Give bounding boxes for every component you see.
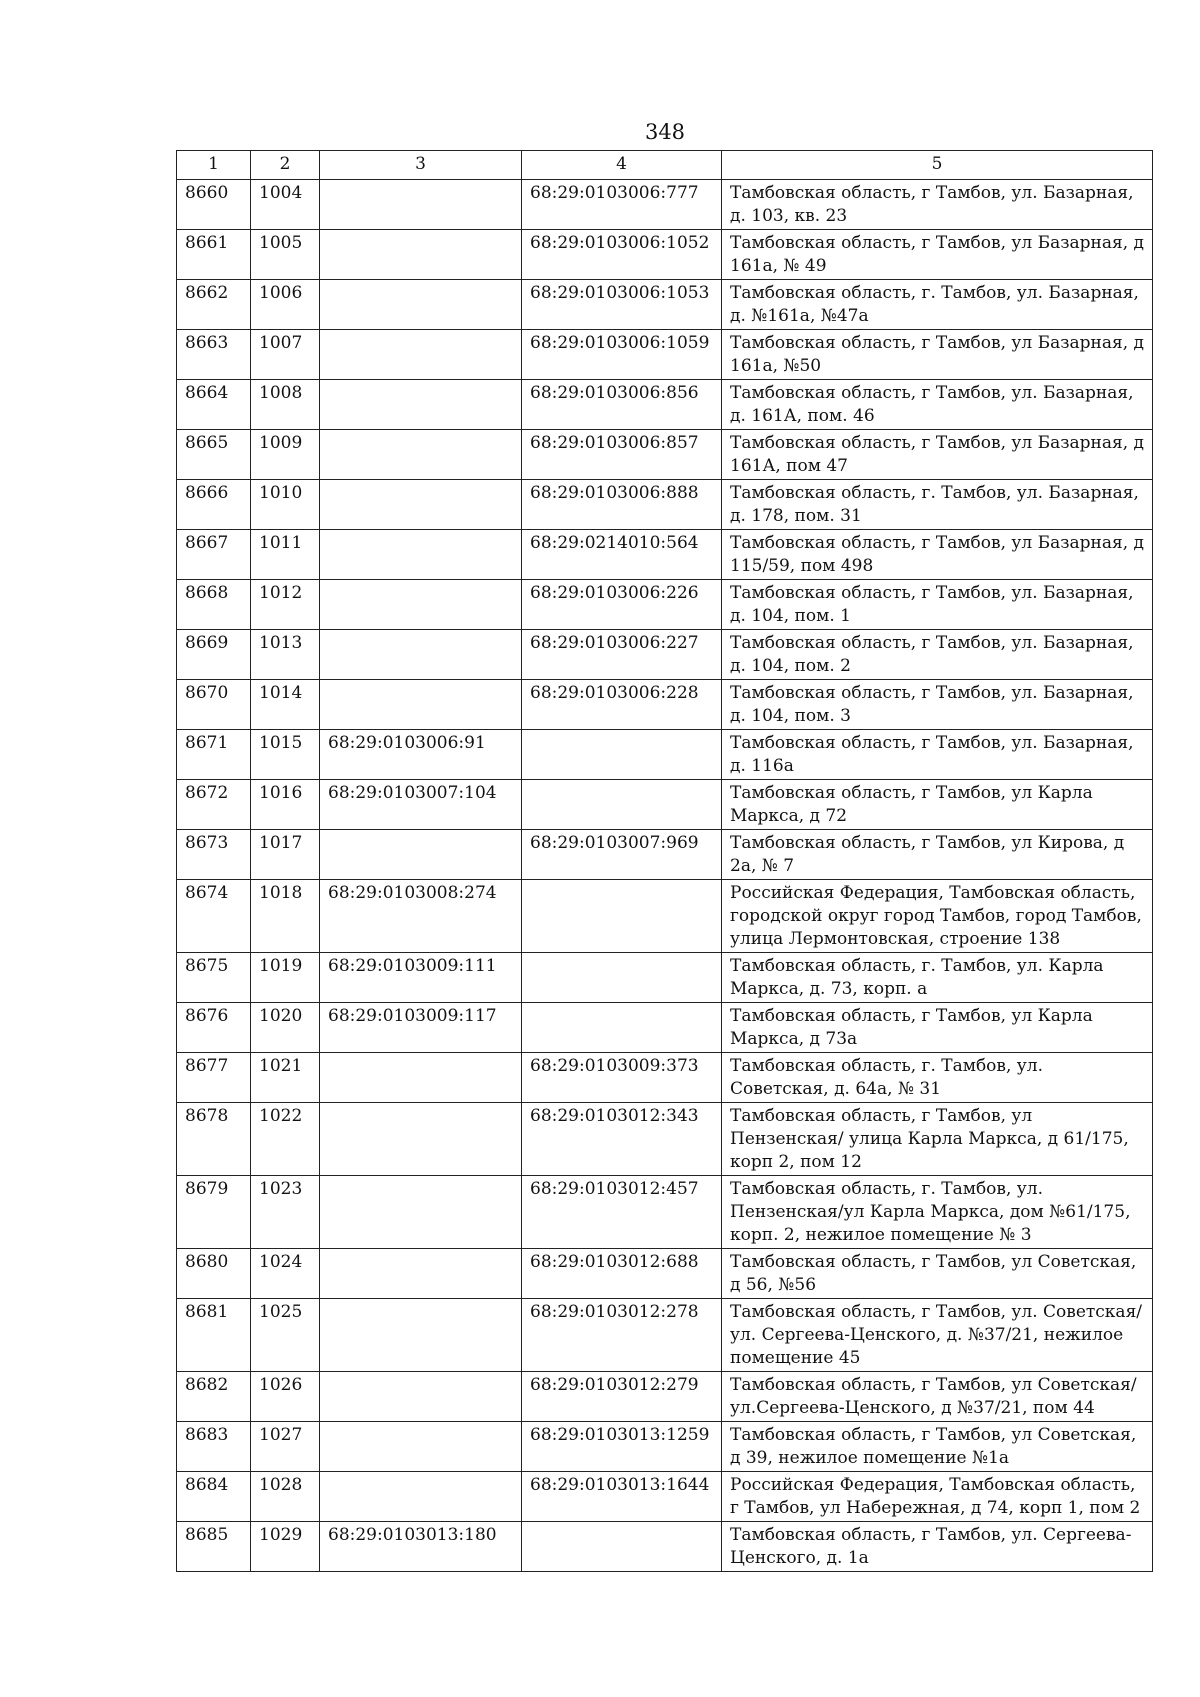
address-cell: Российская Федерация, Тамбовская область, городской округ город Тамбов, город Тамбов, улица Лермонтовская, строение 138 — [722, 880, 1153, 953]
address-cell: Тамбовская область, г Тамбов, ул. Базарная, д. 104, пом. 3 — [722, 680, 1153, 730]
table-row — [177, 180, 1153, 230]
row-number-cell: 8673 — [177, 830, 251, 880]
table-row — [177, 1472, 1153, 1522]
address-cell: Тамбовская область, г Тамбов, ул. Базарная, д. 161А, пом. 46 — [722, 380, 1153, 430]
object-cadastral-number-cell: 68:29:0214010:564 — [522, 530, 722, 580]
land-cadastral-number-cell — [320, 1372, 522, 1422]
table-row — [177, 830, 1153, 880]
item-number-cell: 1016 — [251, 780, 320, 830]
object-cadastral-number-cell: 68:29:0103006:777 — [522, 180, 722, 230]
table-row — [177, 1522, 1153, 1572]
row-number-cell: 8662 — [177, 280, 251, 330]
address-cell: Российская Федерация, Тамбовская область, г Тамбов, ул Набережная, д 74, корп 1, пом 2 — [722, 1472, 1153, 1522]
row-number-cell: 8664 — [177, 380, 251, 430]
row-number-cell: 8680 — [177, 1249, 251, 1299]
object-cadastral-number-cell: 68:29:0103012:457 — [522, 1176, 722, 1249]
object-cadastral-number-cell: 68:29:0103009:373 — [522, 1053, 722, 1103]
land-cadastral-number-cell: 68:29:0103007:104 — [320, 780, 522, 830]
table-row — [177, 1176, 1153, 1249]
row-number-cell: 8660 — [177, 180, 251, 230]
table-row — [177, 630, 1153, 680]
table-row — [177, 1053, 1153, 1103]
column-header-3: 3 — [320, 151, 522, 180]
land-cadastral-number-cell: 68:29:0103009:111 — [320, 953, 522, 1003]
object-cadastral-number-cell: 68:29:0103006:857 — [522, 430, 722, 480]
address-cell: Тамбовская область, г Тамбов, ул Карла Маркса, д 73а — [722, 1003, 1153, 1053]
column-header-4: 4 — [522, 151, 722, 180]
object-cadastral-number-cell: 68:29:0103012:278 — [522, 1299, 722, 1372]
address-cell: Тамбовская область, г Тамбов, ул. Базарная, д. 103, кв. 23 — [722, 180, 1153, 230]
row-number-cell: 8678 — [177, 1103, 251, 1176]
table-row — [177, 280, 1153, 330]
item-number-cell: 1007 — [251, 330, 320, 380]
item-number-cell: 1024 — [251, 1249, 320, 1299]
land-cadastral-number-cell: 68:29:0103013:180 — [320, 1522, 522, 1572]
column-header-5: 5 — [722, 151, 1153, 180]
row-number-cell: 8676 — [177, 1003, 251, 1053]
address-cell: Тамбовская область, г Тамбов, ул Кирова, д 2а, № 7 — [722, 830, 1153, 880]
address-cell: Тамбовская область, г Тамбов, ул. Базарная, д. 104, пом. 2 — [722, 630, 1153, 680]
address-cell: Тамбовская область, г Тамбов, ул Базарная, д 161а, №50 — [722, 330, 1153, 380]
item-number-cell: 1022 — [251, 1103, 320, 1176]
land-cadastral-number-cell — [320, 280, 522, 330]
address-cell: Тамбовская область, г. Тамбов, ул. Базарная, д. №161а, №47а — [722, 280, 1153, 330]
object-cadastral-number-cell: 68:29:0103013:1259 — [522, 1422, 722, 1472]
table-row — [177, 230, 1153, 280]
item-number-cell: 1023 — [251, 1176, 320, 1249]
item-number-cell: 1008 — [251, 380, 320, 430]
item-number-cell: 1011 — [251, 530, 320, 580]
item-number-cell: 1004 — [251, 180, 320, 230]
item-number-cell: 1020 — [251, 1003, 320, 1053]
land-cadastral-number-cell — [320, 1472, 522, 1522]
table-row — [177, 580, 1153, 630]
table-row — [177, 730, 1153, 780]
row-number-cell: 8675 — [177, 953, 251, 1003]
object-cadastral-number-cell: 68:29:0103007:969 — [522, 830, 722, 880]
row-number-cell: 8685 — [177, 1522, 251, 1572]
land-cadastral-number-cell — [320, 1299, 522, 1372]
object-cadastral-number-cell — [522, 1003, 722, 1053]
object-cadastral-number-cell: 68:29:0103013:1644 — [522, 1472, 722, 1522]
row-number-cell: 8670 — [177, 680, 251, 730]
land-cadastral-number-cell — [320, 330, 522, 380]
land-cadastral-number-cell — [320, 180, 522, 230]
item-number-cell: 1010 — [251, 480, 320, 530]
table-row — [177, 380, 1153, 430]
object-cadastral-number-cell: 68:29:0103006:888 — [522, 480, 722, 530]
table-row — [177, 1422, 1153, 1472]
property-register-table — [176, 150, 1153, 1572]
row-number-cell: 8666 — [177, 480, 251, 530]
address-cell: Тамбовская область, г. Тамбов, ул. Базарная, д. 178, пом. 31 — [722, 480, 1153, 530]
land-cadastral-number-cell — [320, 680, 522, 730]
address-cell: Тамбовская область, г Тамбов, ул Базарная, д 115/59, пом 498 — [722, 530, 1153, 580]
address-cell: Тамбовская область, г. Тамбов, ул. Пензенская/ул Карла Маркса, дом №61/175, корп. 2, нежилое помещение № 3 — [722, 1176, 1153, 1249]
item-number-cell: 1018 — [251, 880, 320, 953]
land-cadastral-number-cell — [320, 830, 522, 880]
address-cell: Тамбовская область, г Тамбов, ул Советская/ул.Сергеева-Ценского, д №37/21, пом 44 — [722, 1372, 1153, 1422]
row-number-cell: 8667 — [177, 530, 251, 580]
table-row — [177, 1372, 1153, 1422]
land-cadastral-number-cell — [320, 1103, 522, 1176]
table-row — [177, 953, 1153, 1003]
item-number-cell: 1005 — [251, 230, 320, 280]
land-cadastral-number-cell — [320, 530, 522, 580]
address-cell: Тамбовская область, г Тамбов, ул. Советская/ул. Сергеева-Ценского, д. №37/21, нежилое помещение 45 — [722, 1299, 1153, 1372]
table-row — [177, 530, 1153, 580]
row-number-cell: 8683 — [177, 1422, 251, 1472]
land-cadastral-number-cell: 68:29:0103006:91 — [320, 730, 522, 780]
land-cadastral-number-cell — [320, 1249, 522, 1299]
item-number-cell: 1021 — [251, 1053, 320, 1103]
table-row — [177, 430, 1153, 480]
land-cadastral-number-cell — [320, 480, 522, 530]
object-cadastral-number-cell: 68:29:0103006:1052 — [522, 230, 722, 280]
row-number-cell: 8672 — [177, 780, 251, 830]
item-number-cell: 1012 — [251, 580, 320, 630]
land-cadastral-number-cell — [320, 1053, 522, 1103]
row-number-cell: 8669 — [177, 630, 251, 680]
address-cell: Тамбовская область, г. Тамбов, ул. Карла Маркса, д. 73, корп. а — [722, 953, 1153, 1003]
item-number-cell: 1015 — [251, 730, 320, 780]
row-number-cell: 8665 — [177, 430, 251, 480]
object-cadastral-number-cell: 68:29:0103012:279 — [522, 1372, 722, 1422]
item-number-cell: 1014 — [251, 680, 320, 730]
object-cadastral-number-cell: 68:29:0103012:688 — [522, 1249, 722, 1299]
table-row — [177, 1003, 1153, 1053]
row-number-cell: 8668 — [177, 580, 251, 630]
address-cell: Тамбовская область, г Тамбов, ул Карла Маркса, д 72 — [722, 780, 1153, 830]
table-row — [177, 780, 1153, 830]
land-cadastral-number-cell — [320, 1422, 522, 1472]
object-cadastral-number-cell: 68:29:0103006:856 — [522, 380, 722, 430]
item-number-cell: 1028 — [251, 1472, 320, 1522]
header-row — [177, 151, 1153, 180]
address-cell: Тамбовская область, г Тамбов, ул. Сергеева-Ценского, д. 1а — [722, 1522, 1153, 1572]
address-cell: Тамбовская область, г Тамбов, ул. Базарная, д. 116а — [722, 730, 1153, 780]
address-cell: Тамбовская область, г Тамбов, ул Советская, д 56, №56 — [722, 1249, 1153, 1299]
land-cadastral-number-cell — [320, 630, 522, 680]
address-cell: Тамбовская область, г Тамбов, ул Базарная, д 161а, № 49 — [722, 230, 1153, 280]
address-cell: Тамбовская область, г Тамбов, ул Пензенская/ улица Карла Маркса, д 61/175, корп 2, пом 12 — [722, 1103, 1153, 1176]
table-row — [177, 1299, 1153, 1372]
address-cell: Тамбовская область, г Тамбов, ул Базарная, д 161А, пом 47 — [722, 430, 1153, 480]
table-row — [177, 680, 1153, 730]
item-number-cell: 1006 — [251, 280, 320, 330]
object-cadastral-number-cell — [522, 780, 722, 830]
land-cadastral-number-cell — [320, 1176, 522, 1249]
column-header-1: 1 — [177, 151, 251, 180]
land-cadastral-number-cell: 68:29:0103008:274 — [320, 880, 522, 953]
row-number-cell: 8674 — [177, 880, 251, 953]
land-cadastral-number-cell: 68:29:0103009:117 — [320, 1003, 522, 1053]
row-number-cell: 8682 — [177, 1372, 251, 1422]
table-row — [177, 1103, 1153, 1176]
address-cell: Тамбовская область, г. Тамбов, ул. Советская, д. 64а, № 31 — [722, 1053, 1153, 1103]
item-number-cell: 1029 — [251, 1522, 320, 1572]
table-row — [177, 480, 1153, 530]
item-number-cell: 1009 — [251, 430, 320, 480]
land-cadastral-number-cell — [320, 380, 522, 430]
row-number-cell: 8661 — [177, 230, 251, 280]
object-cadastral-number-cell: 68:29:0103012:343 — [522, 1103, 722, 1176]
item-number-cell: 1026 — [251, 1372, 320, 1422]
table-row — [177, 330, 1153, 380]
item-number-cell: 1017 — [251, 830, 320, 880]
object-cadastral-number-cell: 68:29:0103006:226 — [522, 580, 722, 630]
item-number-cell: 1019 — [251, 953, 320, 1003]
item-number-cell: 1013 — [251, 630, 320, 680]
page-number: 348 — [644, 120, 686, 144]
object-cadastral-number-cell: 68:29:0103006:1059 — [522, 330, 722, 380]
object-cadastral-number-cell: 68:29:0103006:228 — [522, 680, 722, 730]
land-cadastral-number-cell — [320, 580, 522, 630]
row-number-cell: 8684 — [177, 1472, 251, 1522]
table-body — [177, 180, 1153, 1572]
row-number-cell: 8671 — [177, 730, 251, 780]
land-cadastral-number-cell — [320, 230, 522, 280]
address-cell: Тамбовская область, г Тамбов, ул Советская, д 39, нежилое помещение №1а — [722, 1422, 1153, 1472]
row-number-cell: 8679 — [177, 1176, 251, 1249]
land-cadastral-number-cell — [320, 430, 522, 480]
object-cadastral-number-cell: 68:29:0103006:227 — [522, 630, 722, 680]
column-header-2: 2 — [251, 151, 320, 180]
table-row — [177, 880, 1153, 953]
item-number-cell: 1027 — [251, 1422, 320, 1472]
table-row — [177, 1249, 1153, 1299]
row-number-cell: 8663 — [177, 330, 251, 380]
row-number-cell: 8681 — [177, 1299, 251, 1372]
object-cadastral-number-cell — [522, 880, 722, 953]
object-cadastral-number-cell — [522, 1522, 722, 1572]
object-cadastral-number-cell — [522, 730, 722, 780]
address-cell: Тамбовская область, г Тамбов, ул. Базарная, д. 104, пом. 1 — [722, 580, 1153, 630]
row-number-cell: 8677 — [177, 1053, 251, 1103]
item-number-cell: 1025 — [251, 1299, 320, 1372]
object-cadastral-number-cell: 68:29:0103006:1053 — [522, 280, 722, 330]
object-cadastral-number-cell — [522, 953, 722, 1003]
